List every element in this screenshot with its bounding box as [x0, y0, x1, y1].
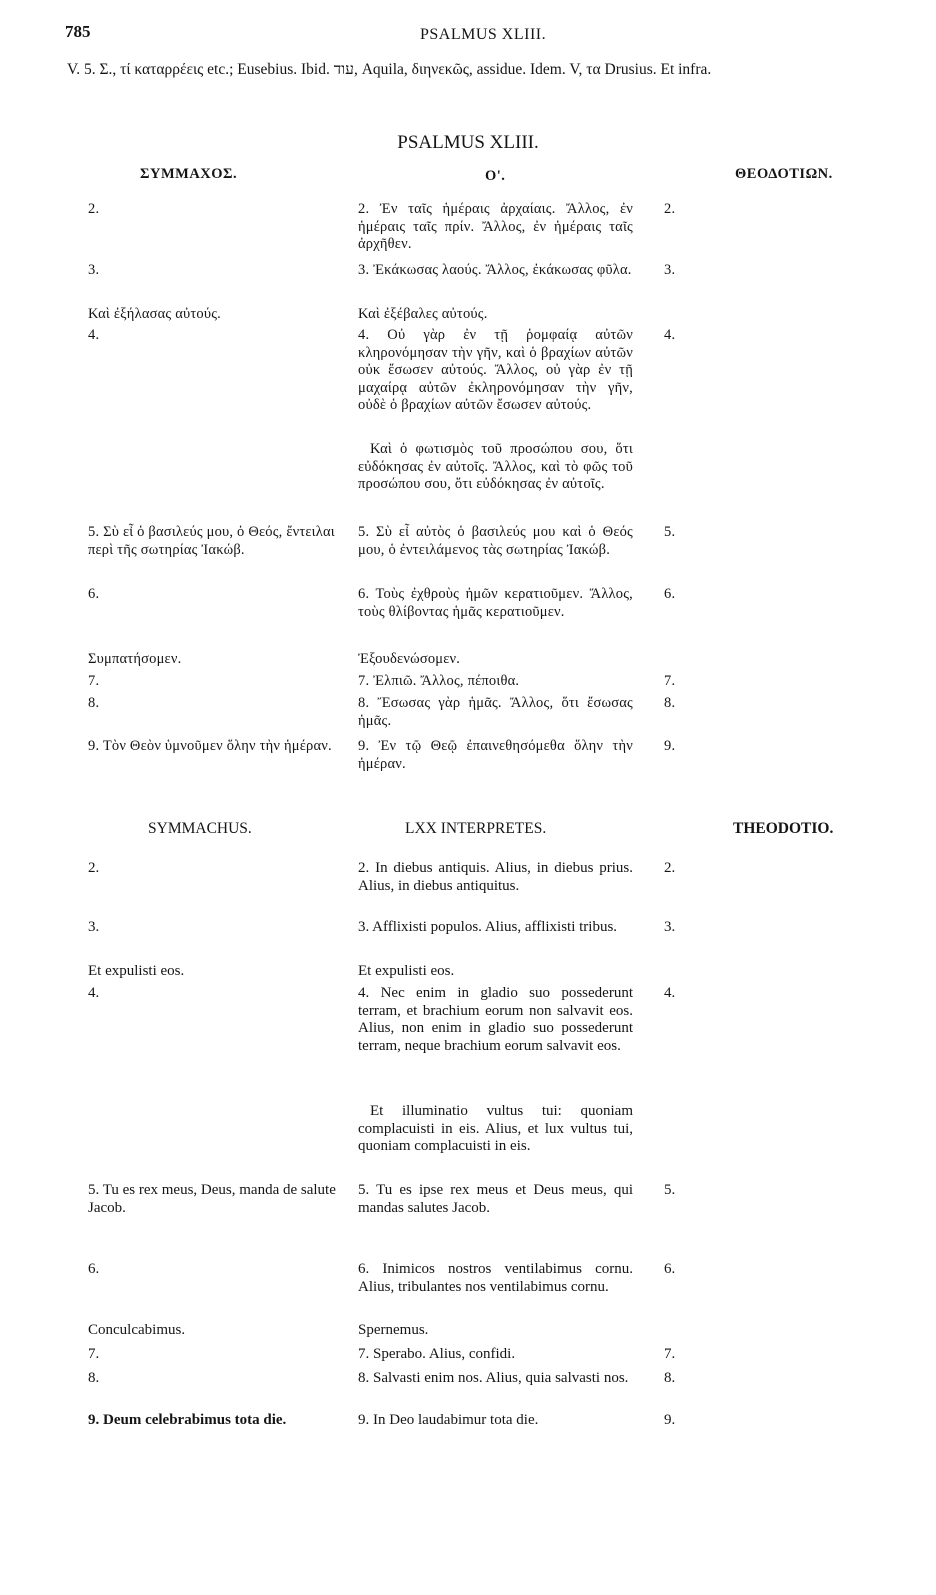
greek-theo-5: 5.	[664, 524, 676, 540]
latin-sym-7: 7.	[88, 1346, 100, 1362]
latin-lxx-5: 5. Tu es ipse rex meus et Deus meus, qui mandas salutes Jacob.	[358, 1182, 633, 1216]
greek-lxx-9: 9. Ἐν τῷ Θεῷ ἐπαινεθησόμεθα ὅλην τὴν ἡμέραν.	[358, 738, 633, 772]
greek-lxx-4: 4. Οὐ γὰρ ἐν τῇ ῥομφαίᾳ αὐτῶν κληρονόμησαν τὴν γῆν, καὶ ὁ βραχίων αὐτῶν οὐκ ἔσωσεν αὐτούς. Ἄλλος, οὐ γὰρ ἐν τῇ μαχαίρᾳ αὐτῶν ἐκληρονόμησαν τὴν γῆν, οὐδὲ ὁ βραχίων αὐτῶν ἔσωσεν αὐτούς.	[358, 327, 633, 413]
greek-sym-5: 5. Σὺ εἶ ὁ βασιλεύς μου, ὁ Θεός, ἔντειλαι περὶ τῆς σωτηρίας Ἰακώβ.	[88, 524, 335, 558]
greek-lxx-4b: Καὶ ὁ φωτισμὸς τοῦ προσώπου σου, ὅτι εὐδόκησας ἐν αὐτοῖς. Ἄλλος, καὶ τὸ φῶς τοῦ προσώπου σου, ὅτι εὐδόκησας ἐν αὐτοῖς.	[358, 441, 633, 492]
greek-theo-9: 9.	[664, 738, 676, 754]
greek-lxx-2: 2. Ἐν ταῖς ἡμέραις ἀρχαίαις. Ἄλλος, ἐν ἡμέραις ταῖς πρίν. Ἄλλος, ἐν ἡμέραις ταῖς ἀρχῆθεν.	[358, 201, 633, 252]
latin-header-symmachus: SYMMACHUS.	[148, 820, 252, 837]
greek-sym-9: 9. Τὸν Θεὸν ὑμνοῦμεν ὅλην τὴν ἡμέραν.	[88, 738, 332, 754]
latin-lxx-8: 8. Salvasti enim nos. Alius, quia salvasti nos.	[358, 1370, 629, 1386]
latin-theo-9: 9.	[664, 1412, 676, 1428]
greek-sym-3: 3.	[88, 262, 100, 278]
greek-sym-4: 4.	[88, 327, 100, 343]
latin-header-lxx: LXX INTERPRETES.	[405, 820, 547, 837]
greek-sym-7: 7.	[88, 673, 100, 689]
latin-sym-5: 5. Tu es rex meus, Deus, manda de salute Jacob.	[88, 1182, 336, 1216]
greek-sym-8: 8.	[88, 695, 100, 711]
top-note: V. 5. Σ., τί καταρρέεις etc.; Eusebius. Ibid. עוד, Aquila, διηνεκῶς, assidue. Idem. V, τα Drusius. Et infra.	[67, 61, 712, 78]
latin-theo-3: 3.	[664, 919, 676, 935]
latin-lxx-9: 9. In Deo laudabimur tota die.	[358, 1412, 539, 1428]
latin-sym-6b: Conculcabimus.	[88, 1322, 186, 1338]
greek-theo-8: 8.	[664, 695, 676, 711]
greek-lxx-6b: Ἐξουδενώσομεν.	[358, 651, 461, 667]
latin-sym-4: 4.	[88, 985, 100, 1001]
greek-lxx-3b: Καὶ ἐξέβαλες αὐτούς.	[358, 306, 488, 322]
psalm-title: PSALMUS XLIII.	[397, 132, 539, 153]
greek-header-lxx: Ο'.	[485, 168, 506, 184]
latin-lxx-7: 7. Sperabo. Alius, confidi.	[358, 1346, 516, 1362]
latin-sym-8: 8.	[88, 1370, 100, 1386]
latin-sym-3b: Et expulisti eos.	[88, 963, 185, 979]
greek-theo-2: 2.	[664, 201, 676, 217]
latin-theo-8: 8.	[664, 1370, 676, 1386]
greek-theo-7: 7.	[664, 673, 676, 689]
latin-theo-5: 5.	[664, 1182, 676, 1198]
greek-lxx-8: 8. Ἔσωσας γὰρ ἡμᾶς. Ἄλλος, ὅτι ἔσωσας ἡμᾶς.	[358, 695, 633, 729]
page-number: 785	[65, 22, 91, 41]
greek-lxx-7: 7. Ἐλπιῶ. Ἄλλος, πέποιθα.	[358, 673, 520, 689]
latin-lxx-6b: Spernemus.	[358, 1322, 429, 1338]
latin-lxx-6: 6. Inimicos nostros ventilabimus cornu. Alius, tribulantes nos ventilabimus cornu.	[358, 1261, 633, 1295]
latin-lxx-3: 3. Afflixisti populos. Alius, afflixisti tribus.	[358, 919, 618, 935]
latin-lxx-3b: Et expulisti eos.	[358, 963, 455, 979]
running-title: PSALMUS XLIII.	[420, 26, 547, 43]
greek-sym-6b: Συμπατήσομεν.	[88, 651, 182, 667]
greek-lxx-3: 3. Ἐκάκωσας λαούς. Ἄλλος, ἐκάκωσας φῦλα.	[358, 262, 632, 278]
latin-theo-2: 2.	[664, 860, 676, 876]
latin-sym-9: 9. Deum celebrabimus tota die.	[88, 1412, 287, 1428]
latin-theo-4: 4.	[664, 985, 676, 1001]
latin-lxx-2: 2. In diebus antiquis. Alius, in diebus prius. Alius, in diebus antiquitus.	[358, 860, 633, 894]
greek-theo-4: 4.	[664, 327, 676, 343]
greek-theo-3: 3.	[664, 262, 676, 278]
latin-theo-6: 6.	[664, 1261, 676, 1277]
latin-sym-6: 6.	[88, 1261, 100, 1277]
greek-theo-6: 6.	[664, 586, 676, 602]
latin-sym-2: 2.	[88, 860, 100, 876]
latin-lxx-4b: Et illuminatio vultus tui: quoniam complacuisti in eis. Alius, et lux vultus tui, quoniam complacuisti in eis.	[358, 1103, 633, 1154]
greek-lxx-5: 5. Σὺ εἶ αὐτὸς ὁ βασιλεύς μου καὶ ὁ Θεός μου, ὁ ἐντειλάμενος τὰς σωτηρίας Ἰακώβ.	[358, 524, 633, 558]
greek-sym-2: 2.	[88, 201, 100, 217]
greek-lxx-6: 6. Τοὺς ἐχθροὺς ἡμῶν κερατιοῦμεν. Ἄλλος, τοὺς θλίβοντας ἡμᾶς κερατιοῦμεν.	[358, 586, 633, 620]
greek-header-theodotion: ΘΕΟΔΟΤΙΩΝ.	[735, 166, 833, 182]
latin-lxx-4: 4. Nec enim in gladio suo possederunt terram, et brachium eorum non salvavit eos. Alius, non enim in gladio suo possederunt terram, neque brachium eorum salvavit eos.	[358, 985, 633, 1054]
greek-sym-3b: Καὶ ἐξήλασας αὐτούς.	[88, 306, 221, 322]
latin-theo-7: 7.	[664, 1346, 676, 1362]
greek-sym-6: 6.	[88, 586, 100, 602]
latin-sym-3: 3.	[88, 919, 100, 935]
greek-header-symmachus: ΣΥΜΜΑΧΟΣ.	[140, 166, 238, 182]
latin-header-theodotion: THEODOTIO.	[733, 820, 834, 837]
